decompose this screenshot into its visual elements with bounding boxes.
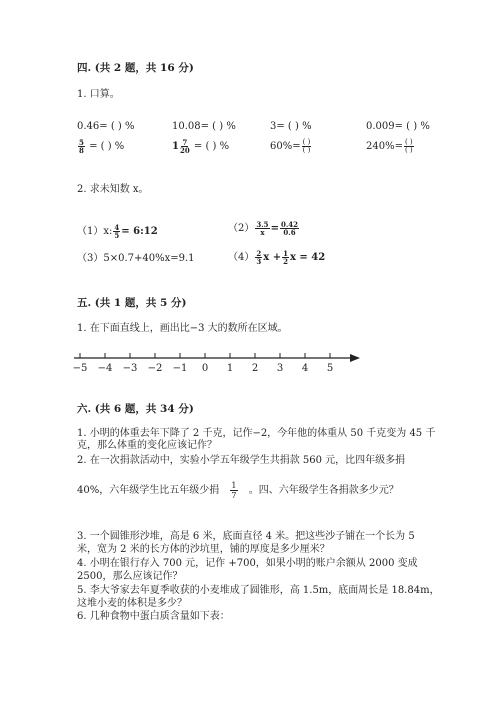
fraction-denominator: 3 (256, 257, 262, 266)
number-line-tick-label: 5 (326, 363, 334, 374)
number-line-tick-label: 3 (276, 363, 284, 374)
number-line-tick-label: 2 (251, 363, 259, 374)
fraction-denominator: 8 (79, 146, 84, 155)
q2-p1-prefix: （1）x: (77, 226, 113, 237)
fraction-numerator: ( ) (404, 138, 413, 146)
q2-p4-mid: x + (263, 252, 282, 263)
q2-problem-4 (228, 250, 325, 265)
q1-title: 1. 口算。 (77, 89, 120, 100)
fraction-denominator: ( ) (302, 146, 311, 154)
fraction-denominator: x (260, 228, 265, 237)
q1-item-7 (270, 139, 312, 154)
number-line-tick-label: 1 (226, 363, 234, 374)
q6-line-8: 2500，那么应该记作？ (77, 571, 183, 582)
q1-item-5-rest: = ( ) % (89, 141, 125, 152)
q6-line-1: 1. 小明的体重去年下降了 2 千克，记作−2，今年他的体重从 50 千克变为 45 千 (77, 428, 436, 439)
q2-p4-rest: x = 42 (289, 252, 326, 263)
q6-line-5: 3. 一个圆锥形沙堆，高是 6 米，底面直径 4 米。把这些沙子铺在一个长为 5 (77, 531, 415, 542)
section-4-heading: 四. (共 2 题，共 16 分) (77, 62, 194, 74)
q1-item-2: 10.08= ( ) % (172, 121, 236, 132)
fraction-numerator: 1 (283, 249, 288, 258)
q1-item-4: 0.009= ( ) % (366, 121, 430, 132)
fraction-numerator: 5 (79, 138, 84, 147)
q5-text: 1. 在下面直线上，画出比−3 大的数所在区域。 (77, 323, 288, 334)
q2-problem-2 (228, 221, 300, 236)
section-5-heading: 五. (共 1 题，共 5 分) (77, 297, 187, 309)
fraction-numerator: 4 (114, 223, 120, 232)
fraction-numerator: 1 (231, 481, 237, 490)
q1-item-5 (77, 139, 124, 154)
number-line-tick-label: 4 (301, 363, 309, 374)
mixed-whole: 1 (172, 141, 179, 152)
number-line-tick-label: 0 (201, 363, 209, 374)
q1-item-8-left: 240%= (366, 141, 403, 152)
q2-title: 2. 求未知数 x。 (77, 184, 149, 195)
q6-line-4b: 。四、六年级学生各捐款多少元？ (248, 485, 399, 496)
q6-line-10: 这堆小麦的体积是多少？ (77, 598, 187, 609)
number-line-tick-label: −2 (147, 363, 163, 374)
fraction-denominator: 7 (231, 491, 237, 500)
fraction-numerator: 7 (182, 138, 188, 147)
q2-p4-prefix: （4） (228, 252, 255, 263)
q2-problem-1 (77, 224, 158, 239)
q2-p2-eq: = (270, 223, 279, 234)
number-line-tick-label: −5 (72, 363, 88, 374)
fraction-denominator: 5 (114, 231, 120, 240)
number-line-svg (72, 350, 372, 362)
number-line-tick-label: −4 (97, 363, 113, 374)
q6-line-9: 5. 李大爷家去年夏季收获的小麦堆成了圆锥形，高 1.5m，底面周长是 18.84m， (77, 585, 440, 596)
fraction-denominator: 2 (283, 257, 288, 266)
number-line-arrow (350, 354, 360, 362)
q6-line-7: 4. 小明在银行存入 700 元，记作 +700，如果小明的账户余额从 2000 变成 (77, 558, 418, 569)
q2-p1-rest: = 6:12 (121, 226, 158, 237)
number-line-tick-label: −3 (122, 363, 138, 374)
fraction-numerator: 0.42 (280, 220, 299, 229)
q6-line-3: 2. 在一次捐款活动中，实验小学五年级学生共捐款 560 元，比四年级多捐 (77, 455, 406, 466)
q6-line-4a: 40%，六年级学生比五年级少捐 (77, 485, 220, 496)
section-6-heading: 六. (共 6 题，共 34 分) (77, 403, 194, 415)
number-line (72, 350, 372, 380)
fraction-denominator: ( ) (404, 146, 413, 154)
number-line-tick-label: −1 (172, 363, 188, 374)
q1-item-3: 3= ( ) % (270, 121, 312, 132)
q1-item-1: 0.46= ( ) % (77, 121, 135, 132)
q1-item-8 (366, 139, 415, 154)
fraction-denominator: 20 (179, 146, 190, 155)
fraction-numerator: ( ) (302, 138, 311, 146)
q1-item-6-rest: = ( ) % (193, 141, 230, 152)
q2-problem-3: （3）5×0.7+40%x=9.1 (77, 253, 195, 264)
q1-item-6 (172, 139, 229, 154)
fraction-numerator: 2 (256, 249, 262, 258)
q1-item-7-left: 60%= (270, 141, 301, 152)
fraction-numerator: 3.5 (256, 220, 269, 229)
fraction-denominator: 0.6 (283, 228, 296, 237)
q6-line-4 (77, 481, 399, 500)
q6-line-6: 米，宽为 2 米的长方体的沙坑里，铺的厚度是多少厘米？ (77, 544, 330, 555)
q6-line-11: 6. 几种食物中蛋白质含量如下表： (77, 611, 230, 622)
q6-line-2: 克，那么体重的变化应该记作？ (77, 440, 217, 451)
q2-p2-prefix: （2） (228, 223, 255, 234)
